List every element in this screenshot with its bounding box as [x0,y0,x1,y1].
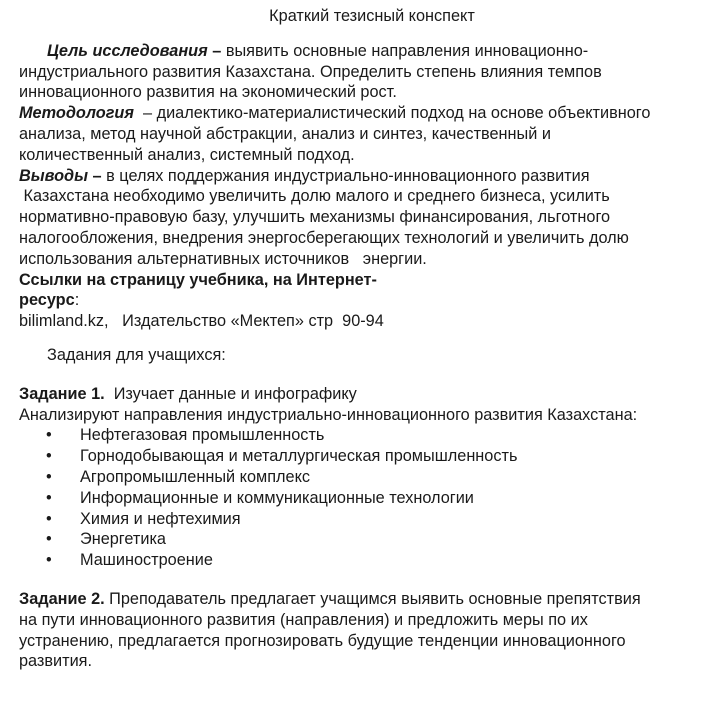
goal-line: индустриального развития Казахстана. Определить степень влияния темпов [19,62,602,81]
conclusions-line: нормативно-правовую базу, улучшить механизмы финансирования, льготного [19,208,611,227]
goal-section [19,41,709,103]
links-section [19,270,709,332]
task2-line: устранению, предлагается прогнозировать будущие тенденции инновационного [19,631,626,650]
list-item: • Нефтегазовая промышленность [46,426,325,445]
list-item: • Агропромышленный комплекс [46,467,311,486]
tasks-heading: Задания для учащихся: [47,345,226,364]
goal-line: выявить основные направления инновационно- [225,41,589,60]
list-item: • Горнодобывающая и металлургическая промышленность [46,447,518,466]
methodology-line: диалектико-материалистический подход на основе объективного [156,104,651,123]
conclusions-line: налогообложения, внедрения энергосберегающих технологий и увеличить долю [19,228,629,247]
conclusions-line: использования альтернативных источников энергии. [19,249,427,268]
links-heading: Ссылки на страницу учебника, на Интернет- [19,270,377,289]
spacer [19,571,709,589]
task2-line: Преподаватель предлагает учащимся выявить основные препятствия [104,589,641,608]
conclusions-dash: – [88,166,107,185]
links-colon: : [74,291,80,310]
task2-line: на пути инновационного развития (направления) и предложить меры по их [19,610,588,629]
task2-line: развития. [19,652,93,671]
task2-section [19,589,709,672]
bullet-icon: • [46,467,52,486]
list-item: • Энергетика [46,530,166,549]
conclusions-section [19,166,709,270]
task1-text: Изучает данные и инфографику [104,384,357,403]
bullet-icon: • [46,426,52,445]
conclusions-line: в целях поддержания индустриально-инновационного развития [106,166,590,185]
directions-list [19,425,709,571]
list-item: • Информационные и коммуникационные технологии [46,488,474,507]
methodology-section [19,103,709,165]
task1-section [19,384,709,571]
task1-label: Задание 1. [19,384,105,403]
bullet-icon: • [46,447,52,466]
conclusions-line: Казахстана необходимо увеличить долю малого и среднего бизнеса, усилить [19,187,610,206]
bullet-icon: • [46,509,52,528]
document-page [19,6,709,672]
bullet-icon: • [46,551,52,570]
page-title: Краткий тезисный конспект [269,7,475,25]
goal-line: инновационного развития на экономический рост. [19,83,397,102]
conclusions-label: Выводы [19,166,89,185]
methodology-dash: – [133,104,157,123]
links-heading: ресурс [19,291,75,310]
goal-label: Цель исследования [47,41,208,60]
bullet-icon: • [46,488,52,507]
spacer [19,332,709,345]
links-source: bilimland.kz, Издательство «Мектеп» стр 90-94 [19,312,384,331]
task2-label: Задание 2. [19,589,105,608]
spacer [19,366,709,384]
methodology-label: Методология [19,104,134,123]
list-item: • Машиностроение [46,551,213,570]
methodology-line: количественный анализ, системный подход. [19,145,355,164]
goal-dash: – [207,41,226,60]
list-item: • Химия и нефтехимия [46,509,241,528]
methodology-line: анализа, метод научной абстракции, анализ и синтез, качественный и [19,124,551,143]
task1-intro: Анализируют направления индустриально-инновационного развития Казахстана: [19,405,638,424]
bullet-icon: • [46,530,52,549]
